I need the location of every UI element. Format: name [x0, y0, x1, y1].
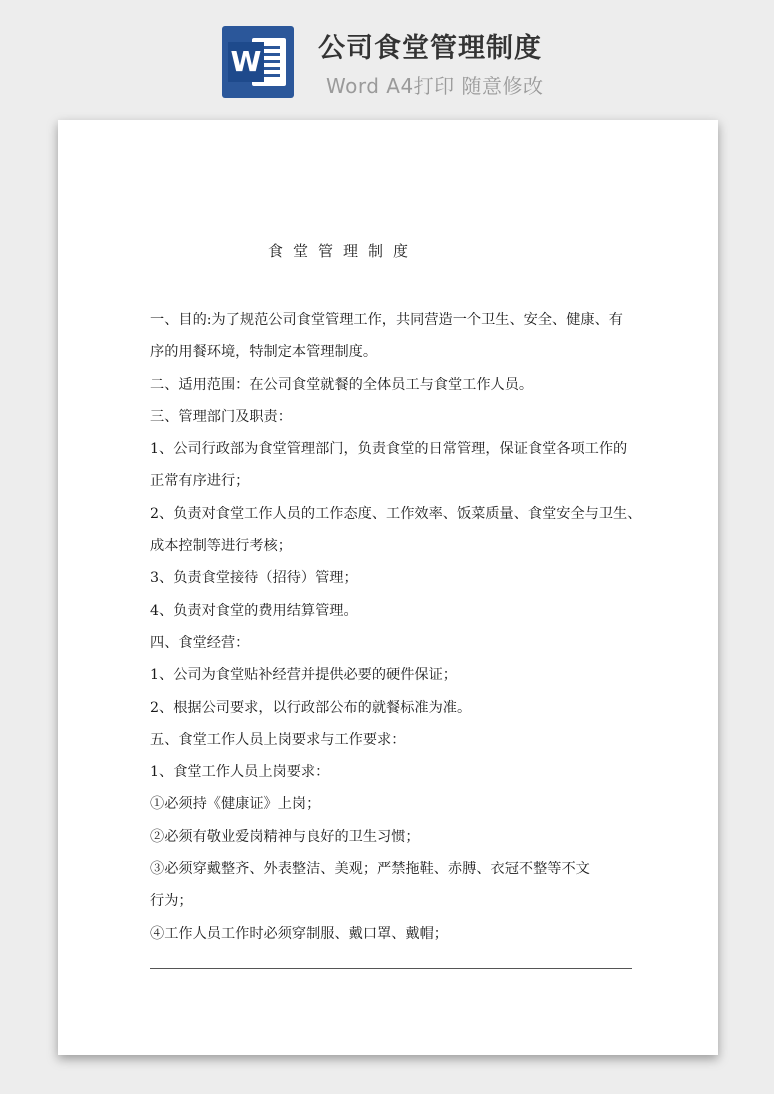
document-body: [150, 304, 640, 950]
document-line: 2、根据公司要求，以行政部公布的就餐标准为准。: [150, 699, 472, 716]
document-line: ①必须持《健康证》上岗；: [150, 796, 321, 813]
document-line: ③必须穿戴整齐、外表整洁、美观；严禁拖鞋、赤膊、衣冠不整等不文: [150, 861, 590, 878]
document-line: 二、适用范围：在公司食堂就餐的全体员工与食堂工作人员。: [150, 376, 534, 393]
document-line: 成本控制等进行考核；: [150, 538, 292, 555]
document-line: 1、食堂工作人员上岗要求：: [150, 764, 330, 781]
document-line: 三、管理部门及职责：: [150, 408, 292, 425]
document-line: 1、公司行政部为食堂管理部门，负责食堂的日常管理，保证食堂各项工作的: [150, 441, 628, 458]
document-line: 一、目的:为了规范公司食堂管理工作，共同营造一个卫生、安全、健康、有: [150, 312, 623, 328]
document-line: 序的用餐环境，特制定本管理制度。: [150, 344, 378, 361]
document-title: 食堂管理制度: [267, 242, 418, 260]
header: [0, 0, 774, 110]
document-line: 五、食堂工作人员上岗要求与工作要求：: [150, 731, 406, 748]
page-title: 公司食堂管理制度: [318, 33, 542, 64]
document-line: 2、负责对食堂工作人员的工作态度、工作效率、饭菜质量、食堂安全与卫生、: [150, 505, 642, 522]
word-letter: W: [228, 42, 264, 82]
document-line: 4、负责对食堂的费用结算管理。: [150, 602, 358, 619]
document-line: ②必须有敬业爱岗精神与良好的卫生习惯；: [150, 828, 420, 845]
page-subtitle: Word A4打印 随意修改: [326, 74, 544, 98]
document-line: 3、负责食堂接待（招待）管理；: [150, 570, 358, 587]
document-line: 1、公司为食堂贴补经营并提供必要的硬件保证；: [150, 667, 457, 684]
document-line: 行为；: [150, 893, 193, 910]
word-icon: [222, 26, 294, 98]
document-line: ④工作人员工作时必须穿制服、戴口罩、戴帽；: [150, 925, 448, 942]
document-line: 正常有序进行；: [150, 473, 250, 490]
divider-line: [150, 968, 632, 969]
document-page: [58, 120, 718, 1055]
document-line: 四、食堂经营：: [150, 634, 250, 651]
